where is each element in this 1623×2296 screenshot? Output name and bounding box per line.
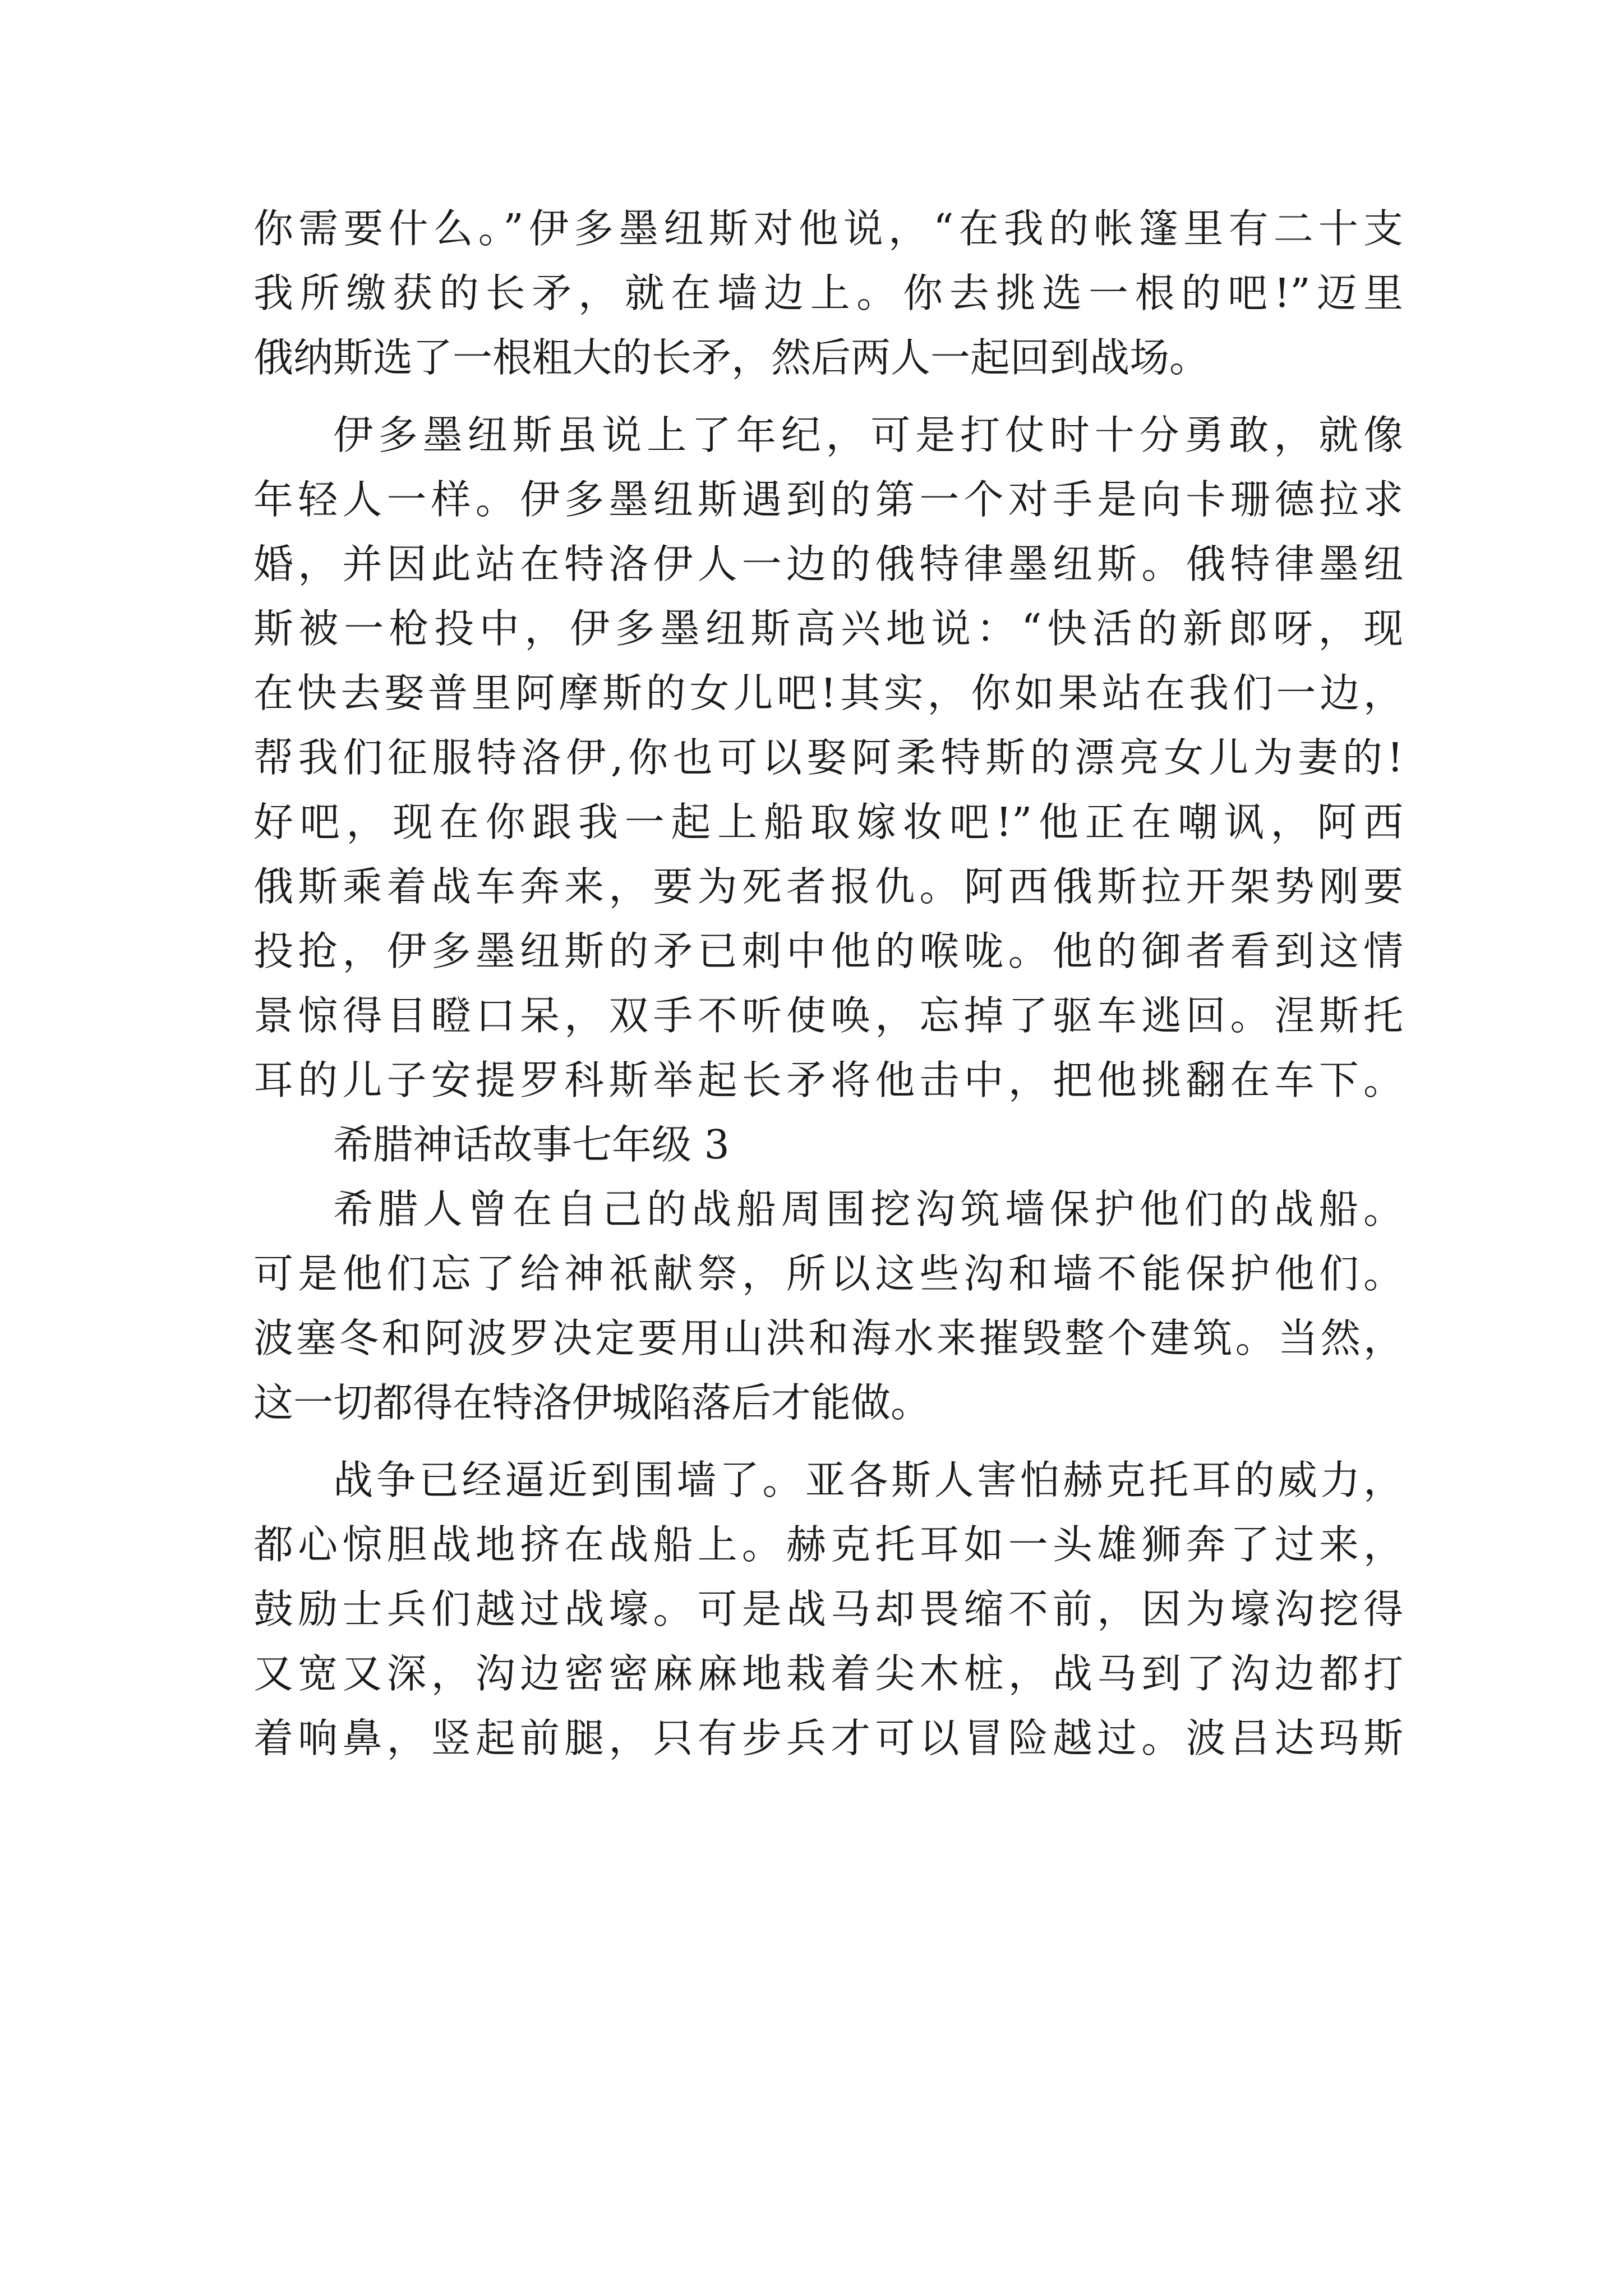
text-line: 战争已经逼近到围墙了。亚各斯人害怕赫克托耳的威力， bbox=[333, 1457, 1403, 1503]
text-line: 景惊得目瞪口呆，双手不听使唤，忘掉了驱车逃回。涅斯托 bbox=[253, 992, 1403, 1039]
text-line: 又宽又深，沟边密密麻麻地栽着尖木桩，战马到了沟边都打 bbox=[253, 1650, 1403, 1697]
document-body bbox=[253, 196, 1403, 1770]
text-line: 耳的儿子安提罗科斯举起长矛将他击中，把他挑翻在车下。 bbox=[253, 1057, 1403, 1103]
text-line: 斯被一枪投中，伊多墨纽斯高兴地说：“快活的新郎呀，现 bbox=[253, 605, 1403, 652]
section-heading: 希腊神话故事七年级 3 bbox=[333, 1121, 730, 1168]
text-line: 在快去娶普里阿摩斯的女儿吧!其实，你如果站在我们一边， bbox=[253, 670, 1403, 716]
text-line: 好吧，现在你跟我一起上船取嫁妆吧!”他正在嘲讽，阿西 bbox=[253, 799, 1403, 845]
text-line: 鼓励士兵们越过战壕。可是战马却畏缩不前，因为壕沟挖得 bbox=[253, 1586, 1403, 1632]
text-line: 伊多墨纽斯虽说上了年纪，可是打仗时十分勇敢，就像 bbox=[333, 412, 1403, 458]
text-line: 你需要什么。”伊多墨纽斯对他说，“在我的帐篷里有二十支 bbox=[253, 205, 1403, 252]
text-line: 波塞冬和阿波罗决定要用山洪和海水来摧毁整个建筑。当然， bbox=[253, 1315, 1403, 1361]
text-line: 希腊人曾在自己的战船周围挖沟筑墙保护他们的战船。 bbox=[333, 1186, 1403, 1232]
text-line: 俄斯乘着战车奔来，要为死者报仇。阿西俄斯拉开架势刚要 bbox=[253, 863, 1403, 910]
text-line: 可是他们忘了给神祇献祭，所以这些沟和墙不能保护他们。 bbox=[253, 1250, 1403, 1297]
text-line: 帮我们征服特洛伊,你也可以娶阿柔特斯的漂亮女儿为妻的! bbox=[253, 734, 1403, 781]
text-line: 着响鼻，竖起前腿，只有步兵才可以冒险越过。波吕达玛斯 bbox=[253, 1715, 1403, 1761]
text-line: 年轻人一样。伊多墨纽斯遇到的第一个对手是向卡珊德拉求 bbox=[253, 476, 1403, 523]
text-line: 我所缴获的长矛，就在墙边上。你去挑选一根的吧!”迈里 bbox=[253, 270, 1403, 316]
text-line: 这一切都得在特洛伊城陷落后才能做。 bbox=[253, 1379, 931, 1426]
text-line: 俄纳斯选了一根粗大的长矛，然后两人一起回到战场。 bbox=[253, 334, 1210, 381]
text-line: 婚，并因此站在特洛伊人一边的俄特律墨纽斯。俄特律墨纽 bbox=[253, 541, 1403, 587]
text-line: 投抢，伊多墨纽斯的矛已刺中他的喉咙。他的御者看到这情 bbox=[253, 928, 1403, 974]
text-line: 都心惊胆战地挤在战船上。赫克托耳如一头雄狮奔了过来， bbox=[253, 1521, 1403, 1568]
